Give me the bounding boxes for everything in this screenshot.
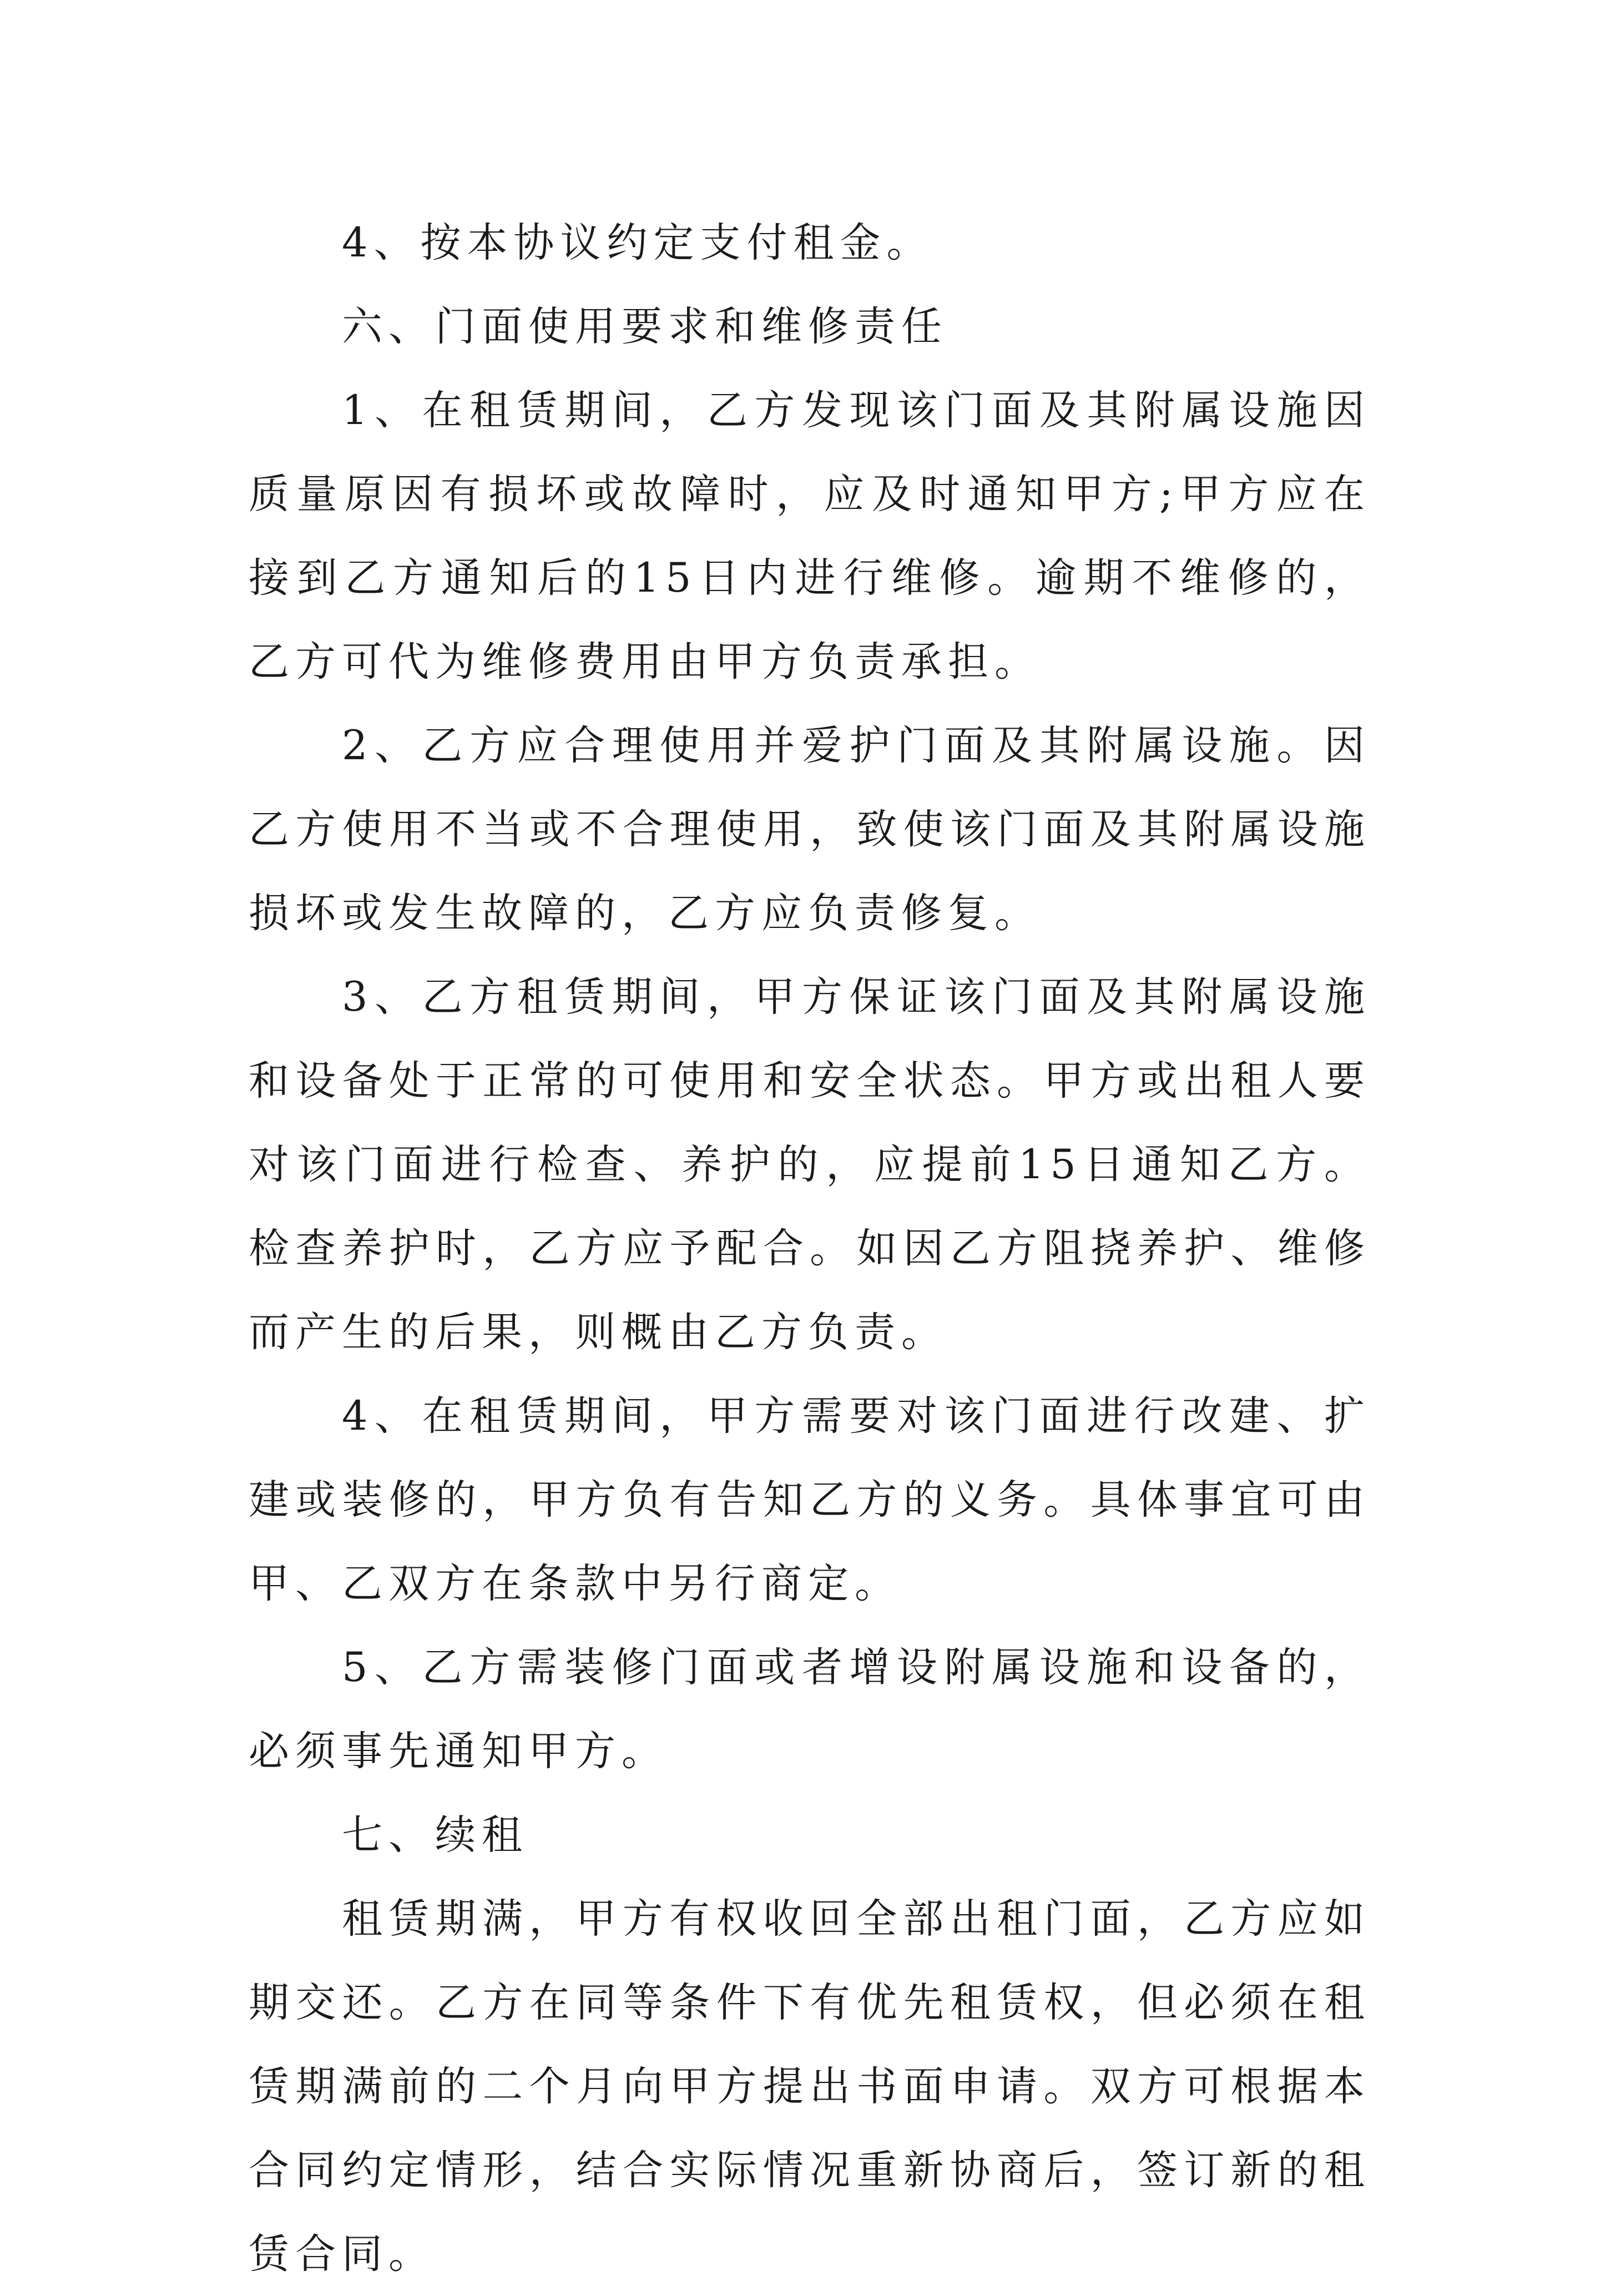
paragraph-renewal: 租赁期满，甲方有权收回全部出租门面，乙方应如期交还。乙方在同等条件下有优先租赁权，但必须在租赁期满前的二个月向甲方提出书面申请。双方可根据本合同约定情形，结合实际情况重新协商后，签订新的租赁合同。 — [249, 1895, 1371, 2278]
paragraph-clause-1: 1、在租赁期间，乙方发现该门面及其附属设施因质量原因有损坏或故障时，应及时通知甲方;甲方应在接到乙方通知后的15日内进行维修。逾期不维修的，乙方可代为维修费用由甲方负责承担。 — [249, 387, 1371, 685]
section-heading-usage-maintenance: 六、门面使用要求和维修责任 — [342, 303, 948, 350]
paragraph-payment-rent: 4、按本协议约定支付租金。 — [342, 219, 933, 266]
paragraph-clause-2: 2、乙方应合理使用并爱护门面及其附属设施。因乙方使用不当或不合理使用，致使该门面及其附属设施损坏或发生故障的，乙方应负责修复。 — [249, 722, 1371, 937]
paragraph-clause-5: 5、乙方需装修门面或者增设附属设施和设备的，必须事先通知甲方。 — [249, 1644, 1371, 1775]
section-heading-renewal: 七、续租 — [342, 1811, 528, 1859]
paragraph-clause-4: 4、在租赁期间，甲方需要对该门面进行改建、扩建或装修的，甲方负有告知乙方的义务。具体事宜可由甲、乙双方在条款中另行商定。 — [249, 1392, 1371, 1607]
paragraph-clause-3: 3、乙方租赁期间，甲方保证该门面及其附属设施和设备处于正常的可使用和安全状态。甲方或出租人要对该门面进行检查、养护的，应提前15日通知乙方。检查养护时，乙方应予配合。如因乙方阻挠养护、维修而产生的后果，则概由乙方负责。 — [249, 973, 1371, 1356]
document-body — [249, 201, 1371, 2296]
